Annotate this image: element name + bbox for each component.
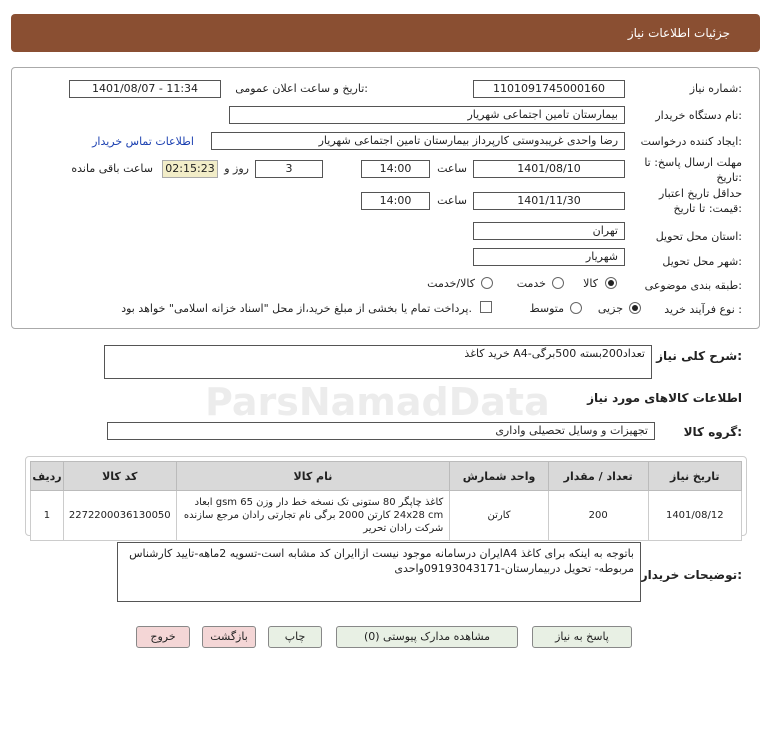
col-name: نام کالا xyxy=(176,462,450,491)
deadline-label: مهلت ارسال پاسخ: تا تاریخ: xyxy=(644,156,742,184)
validity-time-label: ساعت xyxy=(437,194,467,207)
table-row xyxy=(31,491,742,541)
page-title: جزئیات اطلاعات نیاز xyxy=(627,26,730,40)
col-row: ردیف xyxy=(31,462,64,491)
summary-label: شرح کلی نیاز: xyxy=(656,349,742,363)
row-name: کاغذ چاپگر 80 ستونی تک نسخه خط دار وزن 65 gsm ابعاد 24x28 cm کارتن 2000 برگی نام تجارتی رادان مرجع سازنده شرکت رادان تحریر xyxy=(176,491,450,541)
deadline-date-field: 1401/08/10 xyxy=(473,160,625,178)
process-medium-radio[interactable] xyxy=(570,302,582,314)
row-code: 2272200036130050 xyxy=(63,491,176,541)
goods-table xyxy=(30,461,742,541)
col-unit: واحد شمارش xyxy=(450,462,548,491)
remaining-label: ساعت باقی مانده xyxy=(71,162,153,175)
print-button[interactable]: چاپ xyxy=(268,626,322,648)
page-header xyxy=(11,14,760,52)
days-field: 3 xyxy=(255,160,323,178)
creator-label: ایجاد کننده درخواست: xyxy=(640,135,742,148)
announce-field: 1401/08/07 - 11:34 xyxy=(69,80,221,98)
process-minor-label: جزیی xyxy=(597,302,623,315)
back-button[interactable]: بازگشت xyxy=(202,626,256,648)
validity-date-field: 1401/11/30 xyxy=(473,192,625,210)
goods-section-title: اطلاعات کالاهای مورد نیاز xyxy=(587,391,742,405)
creator-field: رضا واحدی غریبدوستی کارپرداز بیمارستان تامین اجتماعی شهریار xyxy=(211,132,625,150)
category-goods-service-radio[interactable] xyxy=(481,277,493,289)
process-minor-radio[interactable] xyxy=(629,302,641,314)
validity-time-field: 14:00 xyxy=(361,192,430,210)
need-number-label: شماره نیاز: xyxy=(689,82,742,95)
treasury-checkbox[interactable] xyxy=(480,301,492,313)
category-service-radio[interactable] xyxy=(552,277,564,289)
buyer-org-label: نام دستگاه خریدار: xyxy=(655,109,742,122)
category-goods-label: کالا xyxy=(583,277,598,290)
category-goods-service-label: کالا/خدمت xyxy=(427,277,475,290)
col-code: کد کالا xyxy=(63,462,176,491)
row-index: 1 xyxy=(31,491,64,541)
province-label: استان محل تحویل: xyxy=(655,230,742,243)
announce-label: تاریخ و ساعت اعلان عمومی: xyxy=(235,82,368,95)
goods-group-label: گروه کالا: xyxy=(683,425,742,439)
summary-field: خرید کاغذ A4-تعداد200بسته 500برگی xyxy=(104,345,652,379)
process-medium-label: متوسط xyxy=(529,302,564,315)
attachments-button[interactable]: مشاهده مدارک پیوستی (0) xyxy=(336,626,518,648)
category-label: طبقه بندی موضوعی: xyxy=(644,279,742,292)
days-label: روز و xyxy=(224,162,249,175)
category-service-label: خدمت xyxy=(516,277,546,290)
category-goods-radio[interactable] xyxy=(605,277,617,289)
province-field: تهران xyxy=(473,222,625,240)
remaining-timer: 02:15:23 xyxy=(162,160,218,178)
row-qty: 200 xyxy=(548,491,648,541)
buyer-notes-field: باتوجه به اینکه برای کاغذ A4ایران درسامانه موجود نیست ازاایران کد مشابه است-تسویه 2ماهه-تایید کارشناس مربوطه- تحویل دربیمارستان-09193043171واحدی xyxy=(117,542,641,602)
deadline-time-label: ساعت xyxy=(437,162,467,175)
watermark-logo: ParsNamadData xyxy=(205,380,550,424)
goods-group-field: تجهیزات و وسایل تحصیلی واداری xyxy=(107,422,655,440)
row-unit: کارتن xyxy=(450,491,548,541)
buyer-contact-link[interactable]: اطلاعات تماس خریدار xyxy=(92,135,194,148)
exit-button[interactable]: خروج xyxy=(136,626,190,648)
goods-table-header xyxy=(31,462,742,491)
city-label: شهر محل تحویل: xyxy=(662,255,742,268)
row-date: 1401/08/12 xyxy=(648,491,741,541)
deadline-time-field: 14:00 xyxy=(361,160,430,178)
process-label: نوع فرآیند خرید : xyxy=(664,303,742,316)
validity-label: حداقل تاریخ اعتبار قیمت: تا تاریخ: xyxy=(658,187,742,215)
need-number-field: 1101091745000160 xyxy=(473,80,625,98)
city-field: شهریار xyxy=(473,248,625,266)
buyer-org-field: بیمارستان تامین اجتماعی شهریار xyxy=(229,106,625,124)
reply-button[interactable]: پاسخ به نیاز xyxy=(532,626,632,648)
buyer-notes-label: توضیحات خریدار: xyxy=(640,568,742,582)
treasury-note: پرداخت تمام یا بخشی از مبلغ خرید،از محل "اسناد خزانه اسلامی" خواهد بود. xyxy=(121,302,472,315)
col-date: تاریخ نیاز xyxy=(648,462,741,491)
col-qty: تعداد / مقدار xyxy=(548,462,648,491)
